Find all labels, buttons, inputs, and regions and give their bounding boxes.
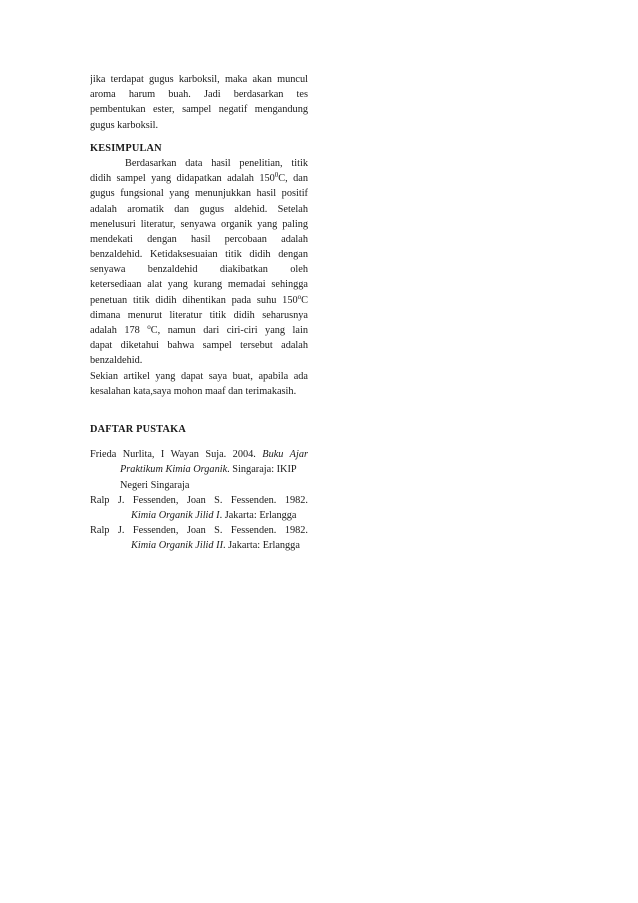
reference-publisher: . Jakarta: Erlangga [223,540,300,552]
text-line: dapat diketahui bahwa sampel tersebut adalah [90,340,308,352]
text-line [90,323,308,338]
reference-title: Kimia Organik Jilid II [131,540,223,552]
superscript: 0 [274,171,279,180]
text-line: Negeri Singaraja [120,479,190,491]
text-column [90,72,308,553]
text-line: Sekian artikel yang dapat saya buat, apabila ada [90,370,308,382]
text-line: kesalahan kata,saya mohon maaf dan terimakasih. [90,385,297,397]
reference-publisher: . Singaraja: IKIP [227,464,297,476]
text-line: senyawa benzaldehid diakibatkan oleh [90,264,308,276]
reference-title: Kimia Organik Jilid I [131,509,220,521]
text-span: penetuan titik didih dihentikan pada suhu 150 [90,294,298,306]
reference-entry [90,493,308,523]
text-line [90,462,308,477]
reference-list [90,447,308,553]
superscript: o [297,292,302,301]
reference-title: Buku Ajar [262,449,308,461]
reference-authors: Frieda Nurlita, I Wayan Suja. 2004. [90,449,256,461]
text-line: menelusuri literatur, senyawa organik yang paling [90,218,308,230]
reference-publisher: . Jakarta: Erlangga [219,509,297,521]
text-span: C, dan [278,173,308,185]
text-span: C [301,294,308,306]
text-span: C, namun dari ciri-ciri yang lain [150,325,308,336]
kesimpulan-paragraph [90,156,308,399]
text-line [90,171,308,186]
daftar-pustaka-heading: DAFTAR PUSTAKA [90,423,186,435]
text-line: Ralp J. Fessenden, Joan S. Fessenden. 1982. [90,525,308,537]
text-span: adalah 178 [90,325,148,336]
text-span: didih sampel yang didapatkan adalah 150 [90,173,275,185]
text-line [90,508,308,523]
text-line: adalah aromatik dan gugus aldehid. Setelah [90,203,308,215]
text-line: aroma harum buah. Jadi berdasarkan tes [90,89,308,101]
text-line: Berdasarkan data hasil penelitian, titik [125,157,308,169]
text-line: benzaldehid. Ketidaksesuaian titik didih dengan [90,249,308,261]
reference-entry [90,447,308,493]
reference-entry [90,523,308,553]
text-line: benzaldehid. [90,355,143,367]
text-line: pembentukan ester, sampel negatif mengandung [90,104,308,116]
text-line: gugus karboksil. [90,119,159,131]
text-line: dimana menurut literatur titik didih seharusnya [90,309,308,321]
text-line: mendekati dengan hasil percobaan adalah [90,233,308,245]
kesimpulan-heading: KESIMPULAN [90,142,162,154]
text-line: Ralp J. Fessenden, Joan S. Fessenden. 1982. [90,494,308,506]
text-line: jika terdapat gugus karboksil, maka akan muncul [90,74,308,85]
reference-title: Praktikum Kimia Organik [120,464,228,476]
text-line [90,538,308,553]
text-line: gugus fungsional yang menunjukkan hasil positif [90,188,308,200]
intro-paragraph [90,72,308,133]
text-line: ketersediaan alat yang kurang memadai sehingga [90,279,308,291]
text-line [90,447,308,462]
text-line [90,293,308,308]
superscript: o [147,323,151,331]
